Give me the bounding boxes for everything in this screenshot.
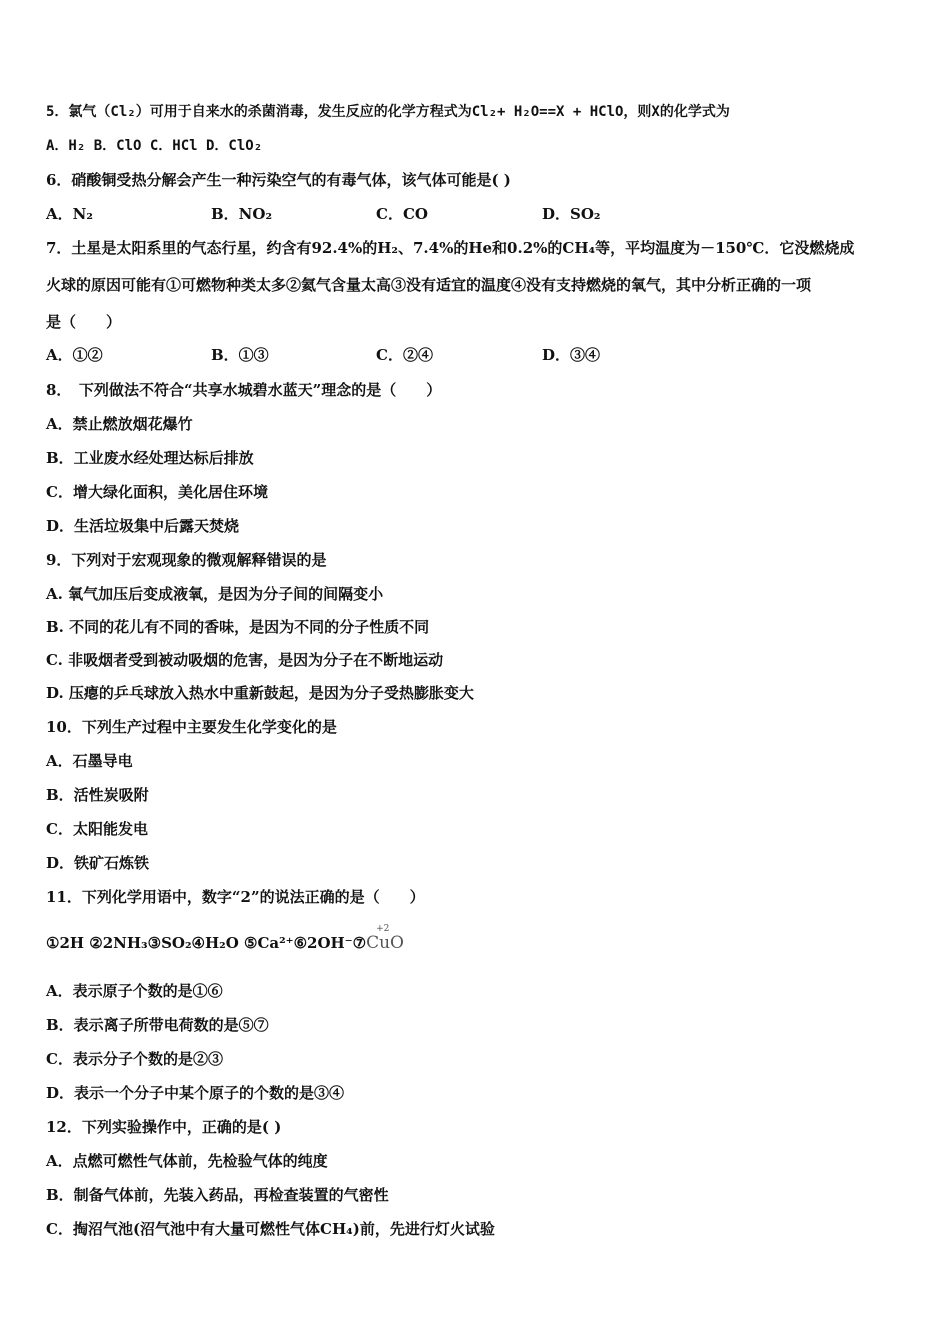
- q9-option-a: A. 氧气加压后变成液氧，是因为分子间的间隔变小: [46, 585, 384, 603]
- q12-option-b: B．制备气体前，先装入药品，再检查装置的气密性: [46, 1186, 389, 1204]
- cuo-formula: CuO: [366, 933, 404, 953]
- q6-option-b: B．NO₂: [211, 205, 273, 223]
- q12-option-a: A．点燃可燃性气体前，先检验气体的纯度: [46, 1152, 328, 1170]
- q9-option-b: B. 不同的花儿有不同的香味，是因为不同的分子性质不同: [46, 618, 430, 636]
- q6-option-c: C．CO: [376, 205, 428, 223]
- q10-option-d: D．铁矿石炼铁: [46, 854, 150, 872]
- q7-option-c: C．②④: [376, 346, 433, 364]
- q11-formula-line: [46, 924, 404, 953]
- q8-option-a: A．禁止燃放烟花爆竹: [46, 415, 193, 433]
- q11-option-d: D．表示一个分子中某个原子的个数的是③④: [46, 1084, 345, 1102]
- q11-option-a: A．表示原子个数的是①⑥: [46, 982, 223, 1000]
- q7-option-b: B．①③: [211, 346, 269, 364]
- q5-options: A．H₂ B．ClO C．HCl D．ClO₂: [46, 138, 263, 154]
- q8-option-c: C．增大绿化面积，美化居住环境: [46, 483, 268, 501]
- q11-stem: 11．下列化学用语中，数字“2”的说法正确的是（ ）: [46, 888, 425, 906]
- q10-stem: 10．下列生产过程中主要发生化学变化的是: [46, 718, 337, 736]
- q8-option-d: D．生活垃圾集中后露天焚烧: [46, 517, 240, 535]
- q9-stem: 9．下列对于宏观现象的微观解释错误的是: [46, 551, 327, 569]
- q9-option-c: C. 非吸烟者受到被动吸烟的危害，是因为分子在不断地运动: [46, 651, 444, 669]
- cuo-with-valence: [366, 924, 404, 953]
- q5-stem: 5．氯气（Cl₂）可用于自来水的杀菌消毒，发生反应的化学方程式为Cl₂+ H₂O==X + HClO，则X的化学式为: [46, 104, 730, 120]
- q10-option-b: B．活性炭吸附: [46, 786, 149, 804]
- q6-option-a: A．N₂: [46, 205, 93, 223]
- q8-option-b: B．工业废水经处理达标后排放: [46, 449, 254, 467]
- q7-option-d: D．③④: [542, 346, 601, 364]
- q11-formula-text: ①2H ②2NH₃③SO₂④H₂O ⑤Ca²⁺⑥2OH⁻⑦: [46, 934, 367, 952]
- q12-option-c: C．掏沼气池(沼气池中有大量可燃性气体CH₄)前，先进行灯火试验: [46, 1220, 495, 1238]
- q7-stem-line1: 7．土星是太阳系里的气态行星，约含有92.4%的H₂、7.4%的He和0.2%的CH₄等，平均温度为－150℃．它没燃烧成: [46, 239, 855, 257]
- q6-stem: 6．硝酸铜受热分解会产生一种污染空气的有毒气体，该气体可能是( ): [46, 171, 511, 189]
- q7-option-a: A．①②: [46, 346, 103, 364]
- q12-stem: 12．下列实验操作中，正确的是( ): [46, 1118, 282, 1136]
- q10-option-a: A．石墨导电: [46, 752, 133, 770]
- q11-option-b: B．表示离子所带电荷数的是⑤⑦: [46, 1016, 269, 1034]
- q9-option-d: D. 压瘪的乒乓球放入热水中重新鼓起，是因为分子受热膨胀变大: [46, 684, 474, 702]
- q7-stem-line3: 是（ ）: [46, 313, 122, 331]
- q7-stem-line2: 火球的原因可能有①可燃物种类太多②氦气含量太高③没有适宜的温度④没有支持燃烧的氧气，其中分析正确的一项: [46, 276, 812, 294]
- q8-stem: 8． 下列做法不符合“共享水城碧水蓝天”理念的是（ ）: [46, 381, 442, 399]
- q11-option-c: C．表示分子个数的是②③: [46, 1050, 223, 1068]
- q10-option-c: C．太阳能发电: [46, 820, 148, 838]
- cuo-valence: +2: [376, 924, 390, 934]
- q6-option-d: D．SO₂: [542, 205, 601, 223]
